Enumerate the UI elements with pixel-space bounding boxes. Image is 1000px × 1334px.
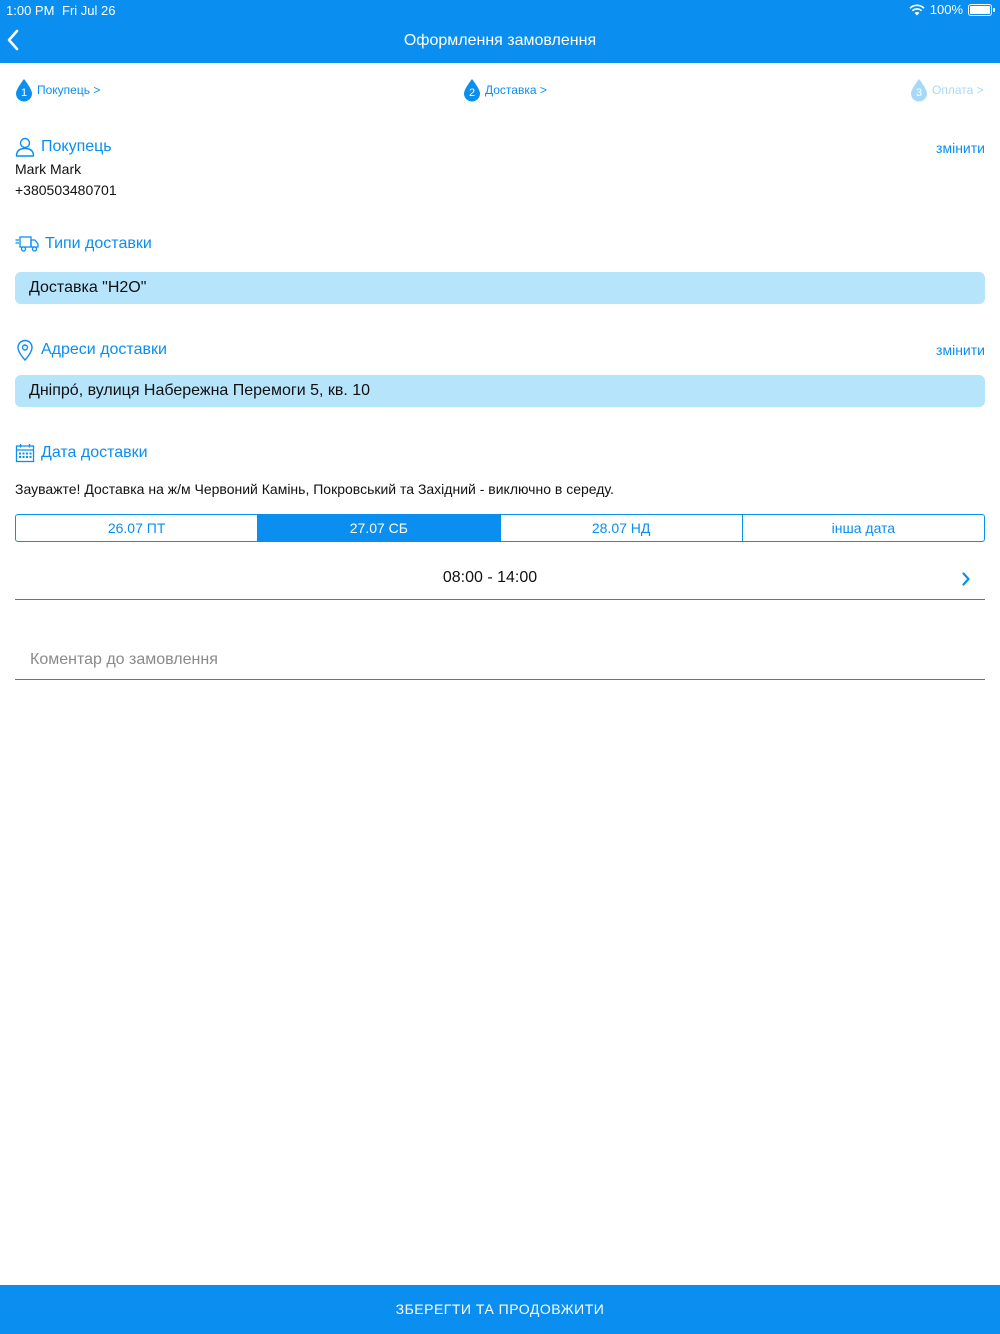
step-buyer[interactable] [15,78,100,102]
buyer-name: Mark Mark [15,161,82,177]
status-right [909,2,992,17]
battery-icon [968,4,992,16]
status-bar [0,0,1000,20]
checkout-steps [0,78,1000,102]
date-selector [15,514,985,542]
date-option-selected[interactable]: 27.07 СБ [258,515,500,541]
date-option-other[interactable]: інша дата [831,520,896,536]
order-comment-input[interactable] [15,640,985,680]
delivery-note: Зауважте! Доставка на ж/м Червоний Камінь, Покровський та Західний - виключно в середу. [15,481,614,497]
change-buyer-link[interactable]: змінити [936,140,985,156]
date-option[interactable]: 28.07 НД [501,515,743,541]
page-title: Оформлення замовлення [403,32,597,49]
chevron-right-icon [961,571,971,587]
addresses-label: Адреси доставки [41,341,167,358]
step-number: 2 [468,87,476,99]
step-number: 1 [20,87,28,99]
step-label: Оплата > [932,83,984,97]
date-option[interactable]: 26.07 ПТ [16,515,258,541]
delivery-type-selector[interactable]: Доставка "H2O" [15,272,985,304]
truck-icon [15,235,39,253]
buyer-title: Покупець [41,138,112,155]
calendar-icon [15,443,35,463]
drop-icon [15,78,33,102]
buyer-section-title [15,137,112,157]
buyer-phone: +380503480701 [15,182,117,198]
wifi-icon [909,4,925,16]
drop-icon [910,78,928,102]
delivery-date-title [15,443,148,463]
time-slot-value: 08:00 - 14:00 [442,569,538,586]
save-continue-button[interactable]: ЗБЕРЕГТИ ТА ПРОДОВЖИТИ [0,1285,1000,1334]
delivery-types-title [15,235,152,253]
delivery-date-label: Дата доставки [41,444,148,461]
nav-header [0,0,1000,63]
delivery-address-selector[interactable]: Дніпрó, вулиця Набережна Перемоги 5, кв. 10 [15,375,985,407]
time-slot-selector[interactable] [15,560,985,600]
drop-icon [463,78,481,102]
delivery-types-label: Типи доставки [45,235,152,252]
step-label: Покупець > [37,83,101,97]
step-label: Доставка > [485,83,547,97]
location-pin-icon [15,339,35,361]
user-icon [15,137,35,157]
change-address-link[interactable]: змінити [936,342,985,358]
status-date: Fri Jul 26 [62,3,116,18]
step-payment[interactable] [910,78,984,102]
step-delivery[interactable] [463,78,547,102]
step-number: 3 [915,87,923,99]
battery-percent: 100% [929,2,963,17]
addresses-title [15,339,167,361]
status-time: 1:00 PM [6,3,55,18]
